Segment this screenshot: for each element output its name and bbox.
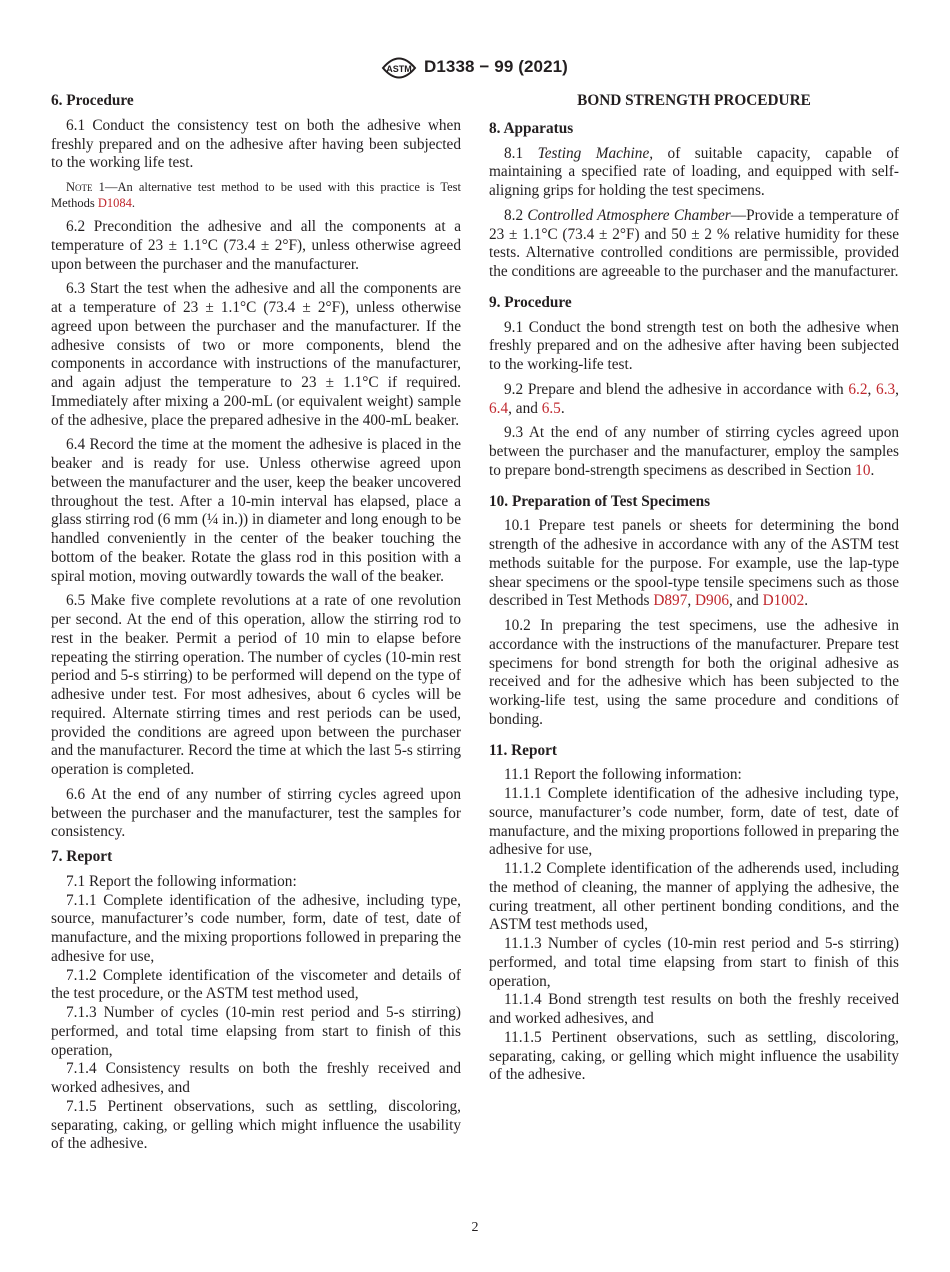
section-10-title: 10. Preparation of Test Specimens [489, 492, 711, 510]
paragraph-8-2-text: —Provide a temperature of 23 ± 1.1°C (73.4 ± 2°F) and 50 ± 2 % relative humidity for these tests. Alternative controlled conditions are permissible, provided the conditions are agreeable to the purchaser and the manufacturer. [489, 206, 899, 280]
paragraph-7-1-5: 7.1.5 Pertinent observations, such as settling, discoloring, separating, caking, or gelling which might influence the usability of the adhesive. [51, 1097, 461, 1153]
left-column [51, 92, 461, 1160]
paragraph-9-3: 9.3 At the end of any number of stirring cycles agreed upon between the purchaser and the manufacturer, employ the samples to prepare bond-strength specimens as described in Section 10. [489, 424, 899, 479]
ref-6-4-link[interactable]: 6.4 [489, 399, 509, 417]
note-1-text: —An alternative test method to be used with this practice is Test Methods [51, 180, 462, 210]
paragraph-8-2 [489, 207, 899, 282]
paragraph-9-2: 9.2 Prepare and blend the adhesive in accordance with 6.2, 6.3, 6.4, and 6.5. [489, 380, 899, 417]
paragraph-11-1-5: 11.1.5 Pertinent observations, such as settling, discoloring, separating, caking, or gelling which might influence the usability of the adhesive. [489, 1028, 899, 1084]
note-1 [51, 179, 461, 211]
paragraph-7-1-2: 7.1.2 Complete identification of the viscometer and details of the test procedure, or the ASTM test method used, [51, 966, 461, 1003]
right-column [489, 92, 899, 1091]
ref-d906-link[interactable]: D906 [695, 592, 729, 610]
paragraph-7-1-3: 7.1.3 Number of cycles (10-min rest period and 5-s stirring) performed, and total time elapsing from start to finish of this operation, [51, 1004, 461, 1059]
ref-d1084-link[interactable]: D1084 [97, 196, 132, 210]
section-11-title: 11. Report [489, 741, 557, 759]
ref-d1002-link[interactable]: D1002 [762, 592, 805, 610]
paragraph-8-2-num: 8.2 [504, 206, 528, 224]
paragraph-6-4: 6.4 Record the time at the moment the adhesive is placed in the beaker and is ready for use. Unless otherwise agreed upon between the manufacturer and the user, keep the beaker uncovered throughout the test. After a 10-min interval has elapsed, place a glass stirring rod (6 mm (¼ in.)) in diameter and long enough to be handled conveniently in the center of the beaker touching the bottom of the beaker. Rotate the glass rod in this position with a spiral motion, moving outwardly towards the wall of the beaker. [51, 436, 461, 585]
astm-logo [380, 53, 418, 83]
paragraph-10-1: 10.1 Prepare test panels or sheets for determining the bond strength of the adhesive in accordance with any of the ASTM test methods suitable for the purpose. For example, use the lap-type shear specimens or the spool-type tensile specimens such as those described in Test Methods D897, D906, and D1002. [489, 517, 899, 610]
paragraph-9-2-and: and [515, 399, 538, 417]
paragraph-9-3-text: 9.3 At the end of any number of stirring cycles agreed upon between the purchaser and the manufacturer, employ the samples to prepare bond-strength specimens as described in Section [489, 424, 899, 479]
paragraph-6-3: 6.3 Start the test when the adhesive and all the components are at a temperature of 23 ± 1.1°C (73.4 ± 2°F), unless otherwise agreed upon between the purchaser and the manufacturer. If the adhesive consists of two or more components, blend the components in accordance with instructions of the manufacturer, and again adjust the temperature to 23 ± 1.1°C if required. Immediately after mixing a 200-mL (or equivalent weight) sample of the adhesive, place the prepared adhesive in the 400-mL beaker. [51, 280, 461, 429]
paragraph-7-1-1: 7.1.1 Complete identification of the adhesive, including type, source, manufacturer’s code number, form, date of test, date of manufacture, and the mixing proportions followed in preparing the adhesive for use, [51, 891, 461, 965]
paragraph-11-1-3: 11.1.3 Number of cycles (10-min rest period and 5-s stirring) performed, and total time elapsing from start to finish of this operation, [489, 935, 899, 990]
paragraph-11-1-2: 11.1.2 Complete identification of the adherends used, including the method of cleaning, the manner of applying the adhesive, the curing treatment, all other pertinent bonding conditions, and the ASTM test methods used, [489, 860, 899, 934]
section-8-title: 8. Apparatus [489, 119, 574, 137]
section-7-title: 7. Report [51, 848, 113, 865]
paragraph-6-5: 6.5 Make five complete revolutions at a rate of one revolution per second. At the end of this operation, allow the stirring rod to rest in the beaker. Permit a period of 10 min to elapse before repeating the stirring operation. The number of cycles (10-min rest period and 5-s stirring) to be performed will depend on the type of adhesive under test. For most adhesives, about 6 cycles will be required. Alternate stirring times and rest periods can be used, provided the conditions are agreed upon between the purchaser and the manufacturer. Record the time at which the last 5-s stirring operation is completed. [51, 592, 461, 778]
page-number: 2 [471, 1220, 479, 1235]
paragraph-6-6: 6.6 At the end of any number of stirring cycles agreed upon between the purchaser and the manufacturer, test the samples for consistency. [51, 785, 461, 841]
paragraph-9-1: 9.1 Conduct the bond strength test on both the adhesive when freshly prepared and on the adhesive after having been subjected to the working-life test. [489, 318, 899, 373]
paragraph-7-1: 7.1 Report the following information: [66, 872, 297, 890]
paragraph-6-1: 6.1 Conduct the consistency test on both the adhesive when freshly prepared and on the adhesive after having been subjected to the working life test. [51, 116, 461, 172]
document-designation: D1338 − 99 (2021) [424, 57, 568, 76]
ref-d897-link[interactable]: D897 [653, 592, 688, 610]
paragraph-11-1-1: 11.1.1 Complete identification of the adhesive including type, source, manufacturer’s code number, form, date of test, date of manufacture, and the mixing proportions followed in preparing the adhesive for use, [489, 785, 899, 859]
ref-6-2-link[interactable]: 6.2 [848, 380, 868, 398]
bond-strength-heading: BOND STRENGTH PROCEDURE [577, 92, 811, 109]
astm-logo-text: ASTM [386, 64, 412, 74]
section-6-title: 6. Procedure [51, 92, 134, 109]
paragraph-8-2-term: Controlled Atmosphere Chamber [527, 206, 731, 224]
ref-6-3-link[interactable]: 6.3 [876, 380, 896, 398]
note-1-end: . [131, 196, 136, 210]
section-9-title: 9. Procedure [489, 293, 572, 311]
paragraph-8-1-term: Testing Machine, [537, 144, 654, 162]
paragraph-10-2: 10.2 In preparing the test specimens, use the adhesive in accordance with the instructions of the manufacturer. Prepare test specimens for bond strength for both the original adhesive as received and for the adhesive which has been subjected to the working-life test, using the same procedure and conditions of bonding. [489, 617, 899, 728]
paragraph-11-1-4: 11.1.4 Bond strength test results on both the freshly received and worked adhesives, and [489, 991, 899, 1027]
ref-section-10-link[interactable]: 10 [855, 461, 871, 479]
ref-6-5-link[interactable]: 6.5 [541, 399, 561, 417]
paragraph-8-1-num: 8.1 [504, 144, 538, 162]
paragraph-10-1-and: and [736, 592, 759, 610]
page-header [0, 53, 950, 85]
paragraph-8-1 [489, 145, 899, 201]
paragraph-7-1-4: 7.1.4 Consistency results on both the freshly received and worked adhesives, and [51, 1060, 461, 1096]
paragraph-11-1: 11.1 Report the following information: [504, 766, 742, 784]
paragraph-8-1-text: of suitable capacity, capable of maintaining a specified rate of loading, and equipped with self-aligning grips for holding the test specimens. [489, 144, 900, 199]
paragraph-10-1-text: 10.1 Prepare test panels or sheets for determining the bond strength of the adhesive in accordance with any of the ASTM test methods suitable for the purpose. For example, use the lap-type shear specimens or the spool-type tensile specimens such as those described in Test Methods [489, 517, 899, 610]
paragraph-9-2-text: 9.2 Prepare and blend the adhesive in accordance with [504, 380, 849, 398]
paragraph-6-2: 6.2 Precondition the adhesive and all the components at a temperature of 23 ± 1.1°C (73.4 ± 2°F), unless otherwise agreed upon between the purchaser and the manufacturer. [51, 218, 461, 273]
note-1-label: Note 1 [66, 180, 105, 194]
